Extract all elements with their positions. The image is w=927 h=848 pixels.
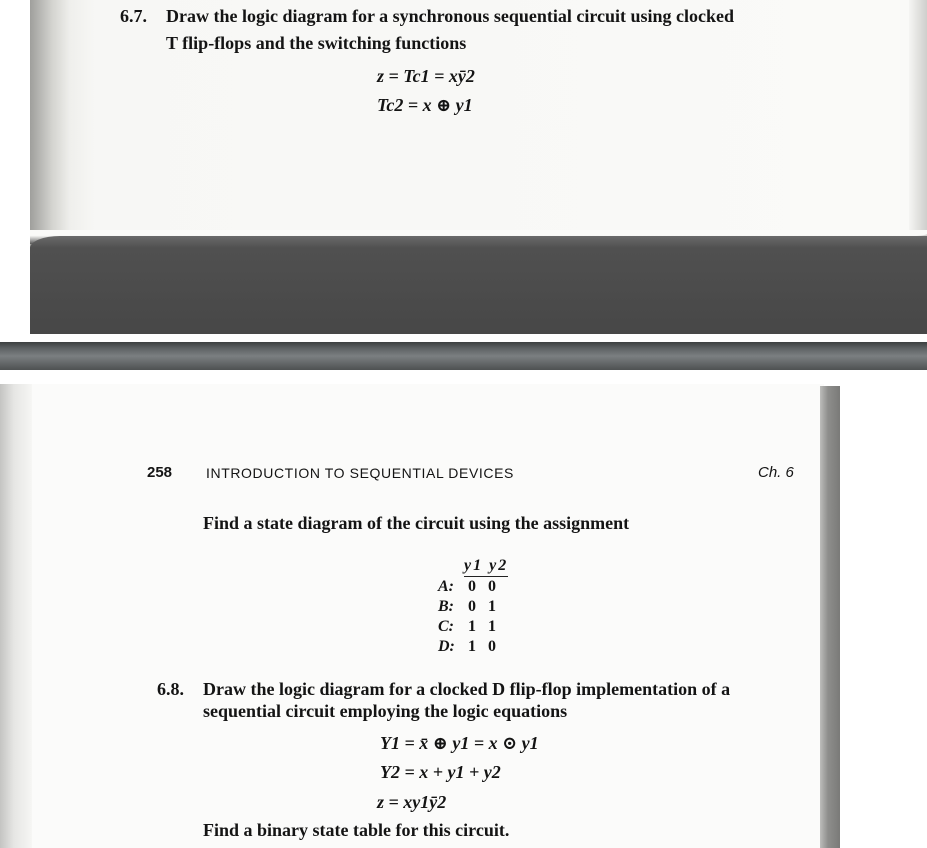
equation-Y2: Y2 = x + y1 + y2 (380, 762, 501, 782)
equation-z: z = xy1ȳ2 (377, 792, 447, 812)
assignment-y1: 1 (468, 618, 476, 635)
top-page (0, 0, 927, 342)
page-separator (0, 342, 927, 370)
bottom-page (0, 370, 927, 848)
assignment-y1: 0 (468, 578, 476, 595)
assignment-intro: Find a state diagram of the circuit using the assignment (203, 513, 630, 533)
assignment-y2: 1 (488, 618, 496, 635)
page-number: 258 (147, 464, 173, 481)
bottom-left-edge (0, 384, 32, 848)
top-paper-right-edge (909, 0, 927, 250)
chapter-label: Ch. 6 (758, 464, 794, 481)
assignment-y2: 1 (488, 598, 496, 615)
assignment-row (438, 638, 508, 656)
assignment-row (438, 578, 508, 596)
running-header-title: INTRODUCTION TO SEQUENTIAL DEVICES (206, 465, 514, 481)
equation-z-tc1: z = Tc1 = xȳ2 (377, 66, 475, 86)
assignment-row-label: B: (438, 598, 454, 615)
assignment-row-label: A: (438, 578, 454, 595)
equation-Y1: Y1 = x̄ ⊕ y1 = x ⊙ y1 (380, 733, 539, 753)
assignment-row-label: D: (438, 638, 455, 655)
problem-6-7-line2: T flip-flops and the switching functions (166, 33, 467, 53)
problem-6-8-number: 6.8. (157, 679, 184, 699)
problem-6-8-line2: sequential circuit employing the logic equations (203, 701, 568, 721)
assignment-row (438, 598, 508, 616)
top-paper (30, 0, 927, 250)
assignment-y2: 0 (488, 578, 496, 595)
book-spine-shadow (820, 386, 840, 848)
assignment-header: y1 y2 (464, 557, 508, 577)
equation-tc2: Tc2 = x ⊕ y1 (377, 95, 473, 115)
assignment-row (438, 618, 508, 636)
top-page-shadow (30, 236, 927, 334)
problem-6-7-line1: Draw the logic diagram for a synchronous sequential circuit using clocked (166, 6, 735, 26)
assignment-row-label: C: (438, 618, 454, 635)
assignment-y1: 0 (468, 598, 476, 615)
assignment-y2: 0 (488, 638, 496, 655)
assignment-y1: 1 (468, 638, 476, 655)
problem-6-7-number: 6.7. (120, 6, 147, 26)
closing-instruction: Find a binary state table for this circuit. (203, 820, 510, 840)
problem-6-8-line1: Draw the logic diagram for a clocked D flip-flop implementation of a (203, 679, 731, 699)
